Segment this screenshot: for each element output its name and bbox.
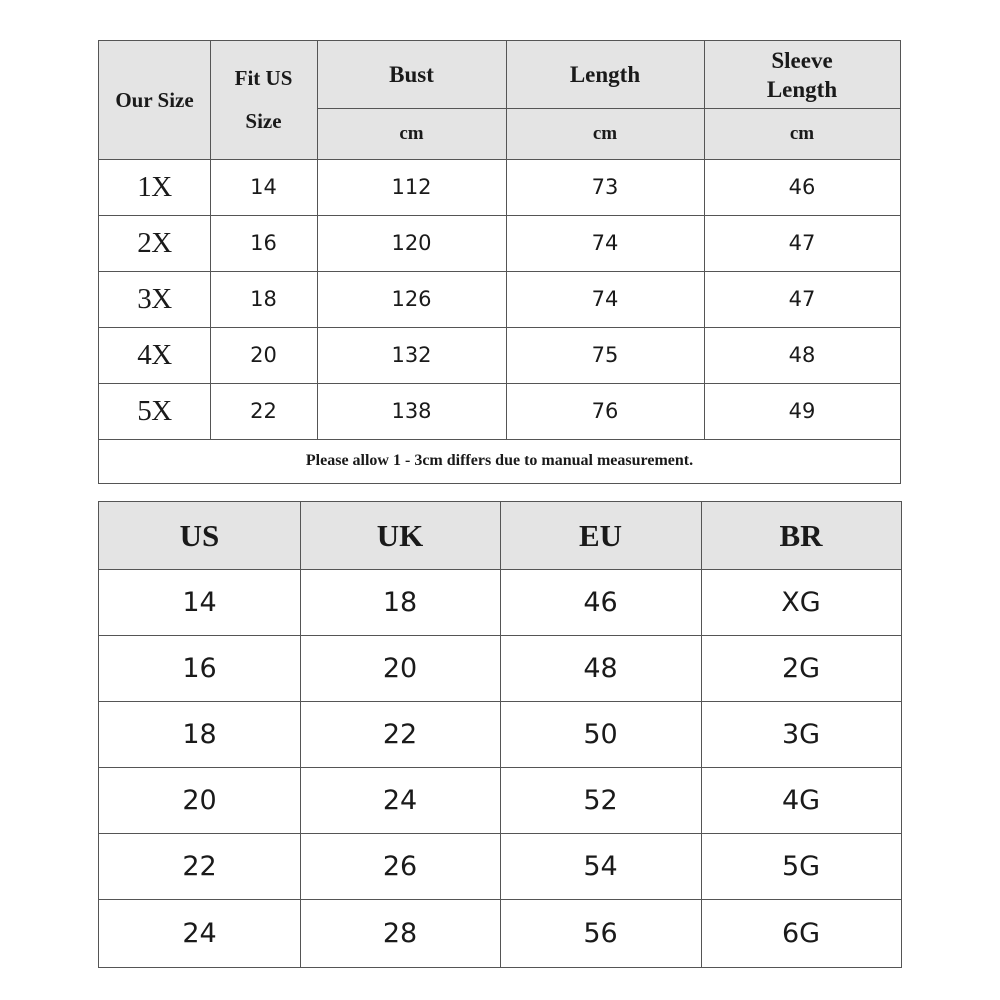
table-cell-uk: 18 bbox=[382, 586, 418, 618]
table-cell-us: 18 bbox=[182, 718, 217, 750]
grid-line bbox=[506, 41, 507, 439]
table-cell-br: 3G bbox=[781, 718, 821, 750]
grid-line bbox=[210, 41, 211, 439]
table-cell-length: 75 bbox=[591, 343, 619, 367]
table-cell-br: 4G bbox=[781, 784, 821, 816]
table-cell-bust: 126 bbox=[391, 287, 432, 311]
table-cell-fit-us: 14 bbox=[250, 175, 277, 199]
grid-line bbox=[99, 383, 900, 384]
table-cell-br: 5G bbox=[781, 850, 821, 882]
table-cell-us: 14 bbox=[182, 586, 217, 618]
table-cell-size: 1X bbox=[137, 170, 172, 203]
table-cell-uk: 22 bbox=[382, 718, 418, 750]
grid-line bbox=[99, 701, 901, 702]
table-cell-fit-us: 18 bbox=[250, 287, 277, 311]
grid-line bbox=[99, 899, 901, 900]
header-size-label: Size bbox=[245, 109, 282, 133]
grid-line bbox=[317, 41, 318, 439]
table-cell-size: 5X bbox=[137, 394, 172, 427]
header-our-size-label: Our Size bbox=[115, 87, 194, 112]
header-bust-label: Bust bbox=[389, 61, 434, 87]
table-cell-size: 3X bbox=[137, 282, 172, 315]
table-cell-eu: 52 bbox=[583, 784, 618, 816]
header-bust bbox=[317, 41, 506, 108]
table-cell-length: 74 bbox=[591, 231, 619, 255]
table-cell-sleeve: 46 bbox=[788, 175, 816, 199]
table-cell-br: 6G bbox=[781, 917, 821, 949]
grid-line bbox=[99, 439, 900, 440]
table-cell-length: 73 bbox=[591, 175, 619, 199]
header-our-size bbox=[99, 41, 210, 159]
grid-line bbox=[99, 767, 901, 768]
table-cell-us: 22 bbox=[182, 850, 217, 882]
table-cell-us: 24 bbox=[182, 917, 217, 949]
size-measurement-table bbox=[98, 40, 901, 484]
grid-line bbox=[99, 833, 901, 834]
table-cell-fit-us: 16 bbox=[250, 231, 277, 255]
measurement-note: Please allow 1 - 3cm differs due to manual measurement. bbox=[305, 452, 694, 469]
table-cell-br: 2G bbox=[781, 652, 821, 684]
table-cell-bust: 132 bbox=[391, 343, 432, 367]
header-us: US bbox=[99, 502, 300, 569]
grid-line bbox=[317, 108, 900, 109]
unit-label: cm bbox=[399, 122, 424, 144]
grid-line bbox=[701, 502, 702, 967]
header-sleeve-label: Sleeve bbox=[771, 47, 833, 73]
header-length-unit bbox=[506, 108, 704, 159]
header-fit-us-size bbox=[210, 41, 317, 159]
table-cell-us: 16 bbox=[182, 652, 217, 684]
grid-line bbox=[704, 41, 705, 439]
table-cell-sleeve: 47 bbox=[788, 287, 816, 311]
table-cell-length: 74 bbox=[591, 287, 619, 311]
grid-line bbox=[99, 215, 900, 216]
header-uk: UK bbox=[300, 502, 500, 569]
header-sleeve-length-label: Length bbox=[766, 76, 838, 102]
table-cell-eu: 50 bbox=[583, 718, 618, 750]
table-cell-size: 2X bbox=[137, 226, 172, 259]
header-sleeve-unit bbox=[704, 108, 900, 159]
header-length-label: Length bbox=[569, 61, 641, 87]
table-cell-bust: 138 bbox=[391, 399, 432, 423]
table-cell-eu: 48 bbox=[583, 652, 618, 684]
unit-label: cm bbox=[592, 122, 618, 144]
grid-line bbox=[99, 569, 901, 570]
table-cell-sleeve: 48 bbox=[788, 343, 816, 367]
table-cell-length: 76 bbox=[591, 399, 619, 423]
table-cell-fit-us: 22 bbox=[250, 399, 277, 423]
header-length bbox=[506, 41, 704, 108]
table-cell-bust: 112 bbox=[391, 175, 432, 199]
header-bust-unit bbox=[317, 108, 506, 159]
size-conversion-table bbox=[98, 501, 902, 968]
table-cell-br: XG bbox=[781, 586, 821, 618]
table-cell-uk: 26 bbox=[382, 850, 418, 882]
grid-line bbox=[99, 271, 900, 272]
table-cell-eu: 46 bbox=[583, 586, 618, 618]
header-eu: EU bbox=[500, 502, 701, 569]
grid-line bbox=[300, 502, 301, 967]
table-cell-fit-us: 20 bbox=[250, 343, 277, 367]
table-cell-us: 20 bbox=[182, 784, 217, 816]
table-cell-size: 4X bbox=[137, 338, 172, 371]
grid-line bbox=[500, 502, 501, 967]
table-cell-uk: 20 bbox=[382, 652, 418, 684]
table-cell-uk: 28 bbox=[382, 917, 418, 949]
table-cell-eu: 56 bbox=[583, 917, 618, 949]
table-cell-sleeve: 47 bbox=[788, 231, 816, 255]
table-cell-bust: 120 bbox=[391, 231, 432, 255]
grid-line bbox=[99, 159, 900, 160]
header-sleeve-length bbox=[704, 41, 900, 108]
grid-line bbox=[99, 635, 901, 636]
table-cell-uk: 24 bbox=[382, 784, 418, 816]
unit-label: cm bbox=[789, 122, 815, 144]
header-fit-us-label: Fit US bbox=[234, 66, 293, 90]
header-br: BR bbox=[701, 502, 901, 569]
table-cell-eu: 54 bbox=[583, 850, 618, 882]
grid-line bbox=[99, 327, 900, 328]
table-cell-sleeve: 49 bbox=[788, 399, 816, 423]
